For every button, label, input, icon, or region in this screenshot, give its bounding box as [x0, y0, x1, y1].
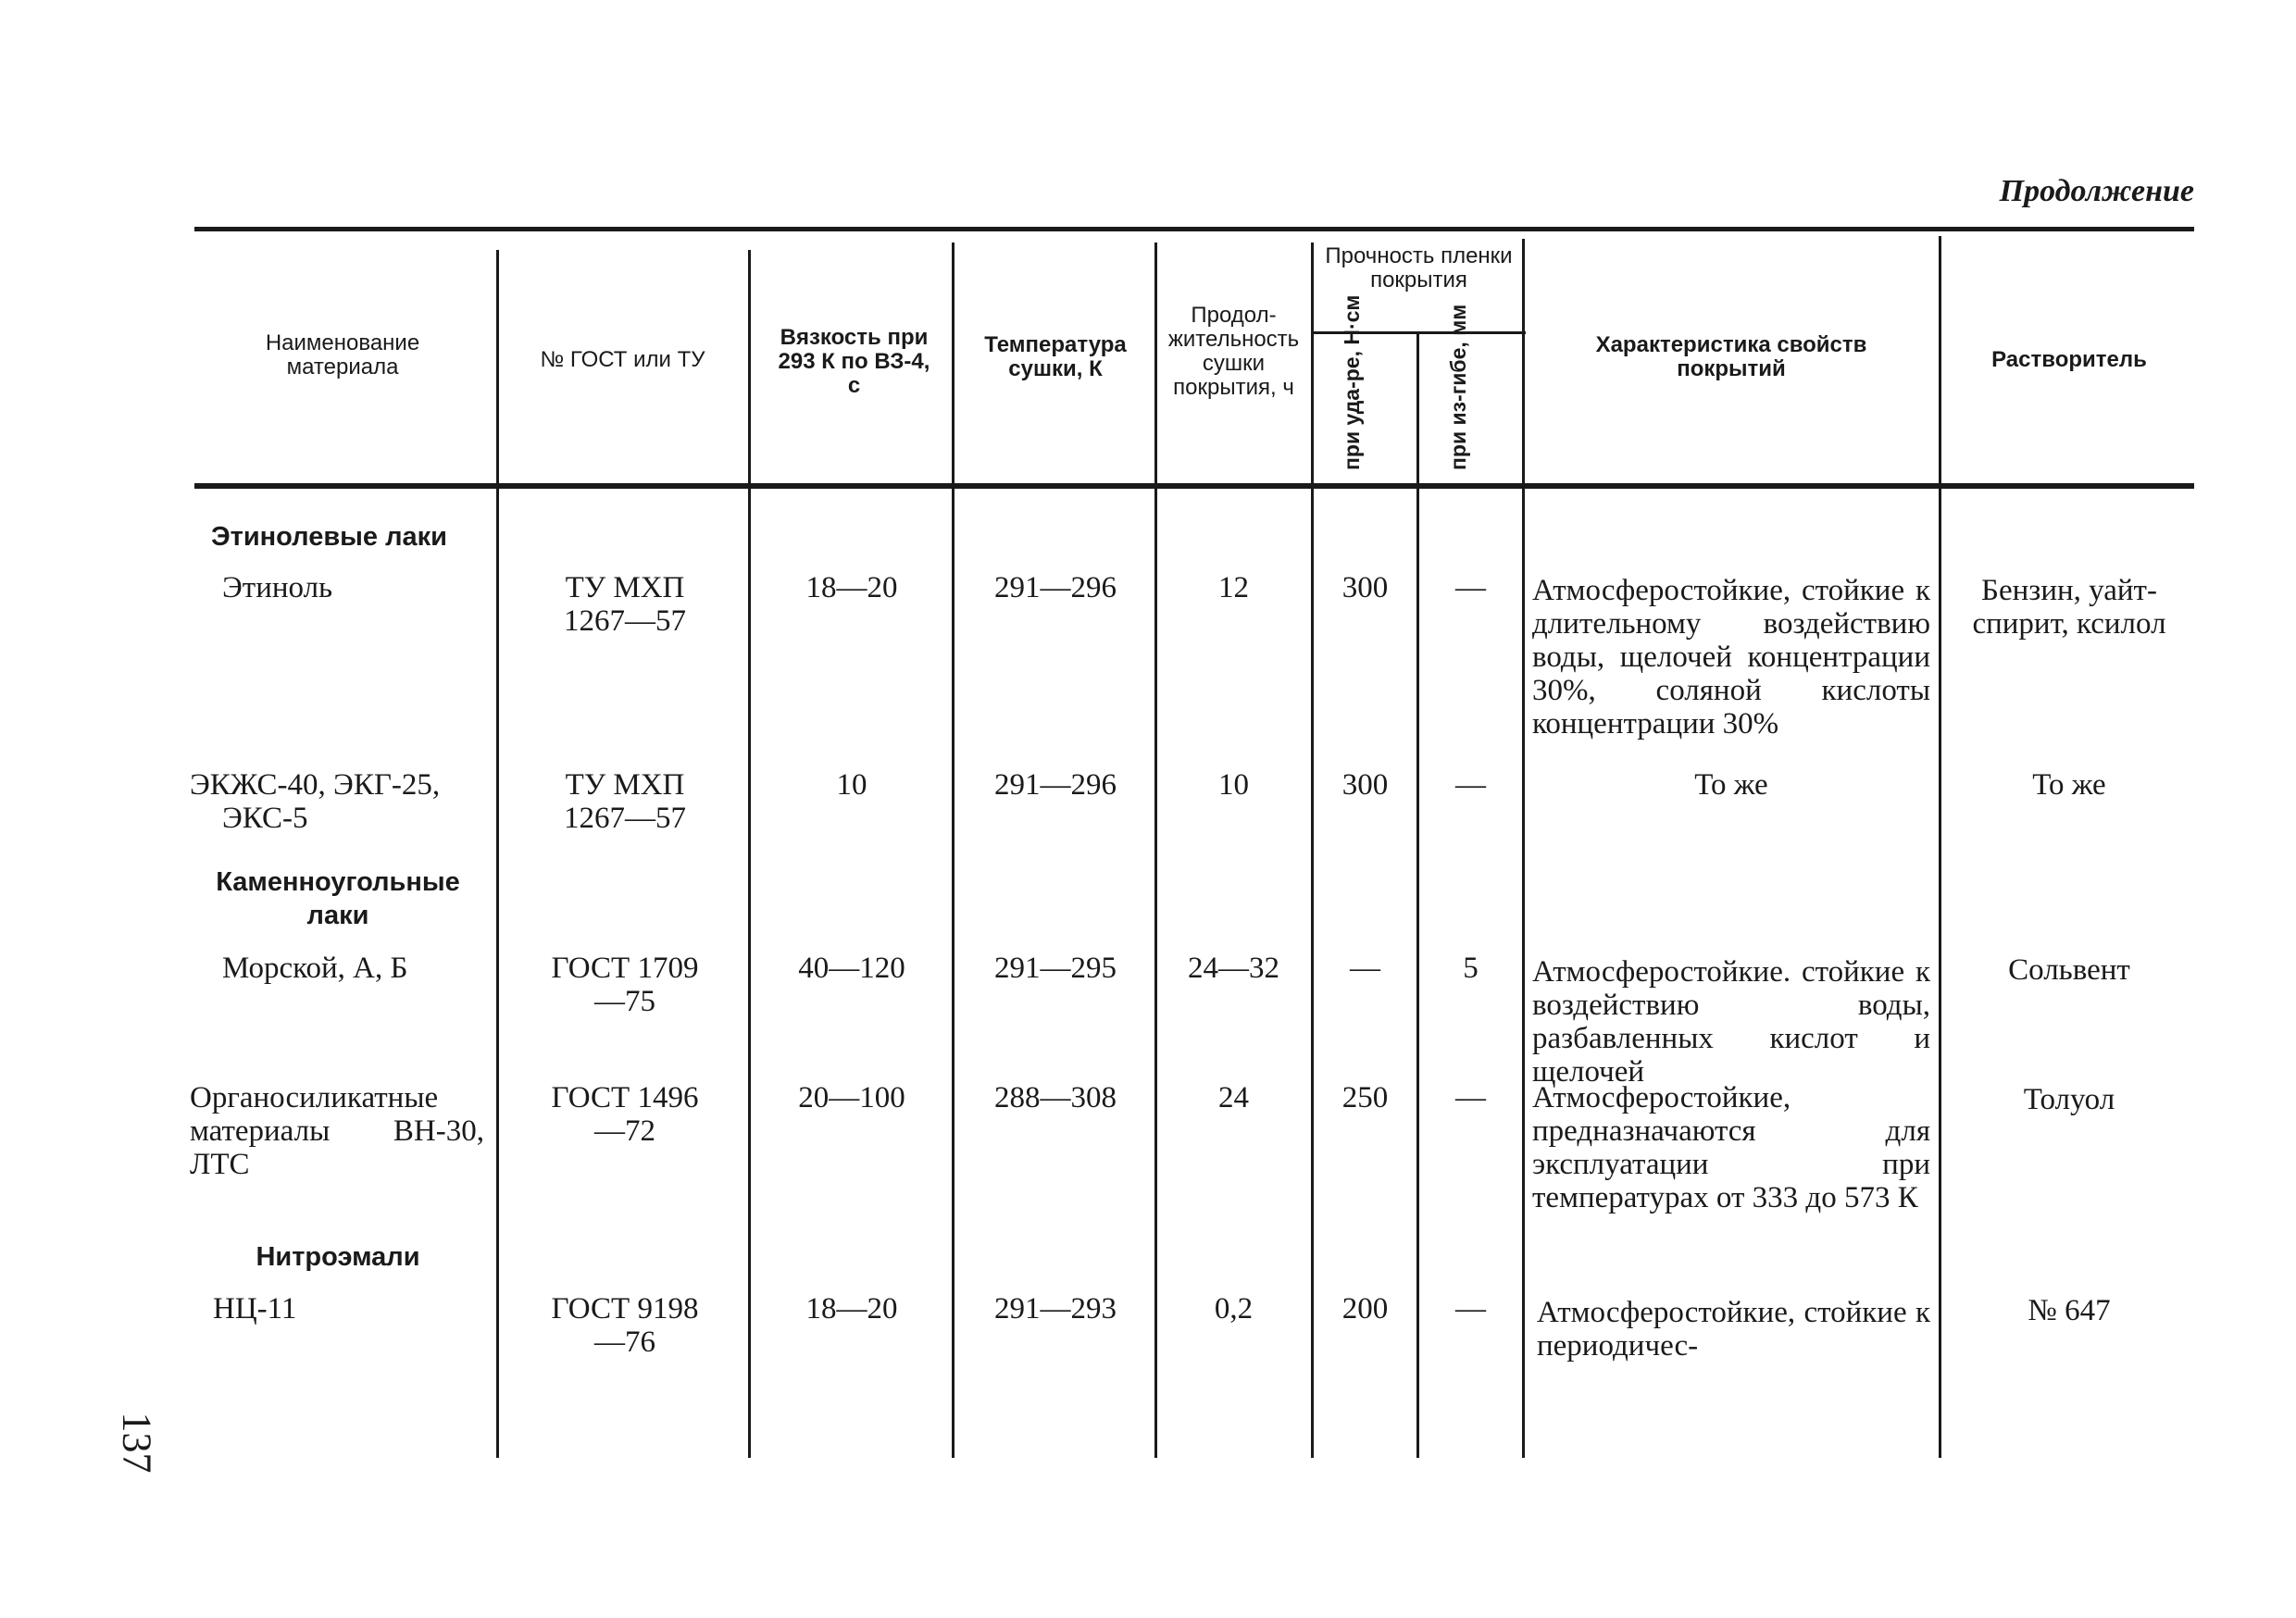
- header-solvent: Растворитель: [1991, 347, 2147, 372]
- table-row-impact: 250: [1341, 1081, 1389, 1114]
- table-row-impact: 200: [1341, 1292, 1389, 1326]
- table-row-solvent: Бензин, уайт-спирит, ксилол: [1972, 574, 2166, 641]
- table-row-solvent: № 647: [2028, 1294, 2111, 1327]
- table-row-gost: ГОСТ 9198—76: [551, 1292, 699, 1359]
- table-row-viscosity: 40—120: [798, 952, 905, 985]
- table-row-properties: Атмосферостойкие, стойкие к длительному воздействию воды, щелочей концентрации 30%, соляной кислоты концентрации 30%: [1532, 574, 1930, 741]
- header-gost: № ГОСТ или ТУ: [540, 347, 705, 372]
- column-divider: [1154, 243, 1157, 1458]
- table-row-bend: 5: [1463, 952, 1479, 985]
- table-row-name: Морской, А, Б: [222, 952, 408, 985]
- column-divider: [1939, 236, 1941, 1458]
- table-row-viscosity: 18—20: [805, 571, 898, 604]
- table-row-temperature: 291—296: [994, 571, 1117, 604]
- table-row-gost: ТУ МХП 1267—57: [564, 768, 686, 835]
- table-row-duration: 12: [1218, 571, 1249, 604]
- column-divider: [748, 250, 751, 1458]
- table-row-temperature: 291—295: [994, 952, 1117, 985]
- header-strength: Прочность пленки покрытия: [1325, 243, 1513, 292]
- section-title-nitro-enamels: Нитроэмали: [256, 1242, 420, 1272]
- table-row-bend: —: [1455, 768, 1486, 802]
- table-row-properties: Атмосферостойкие, стойкие к периодичес-: [1537, 1296, 1930, 1363]
- table-row-bend: —: [1455, 571, 1486, 604]
- table-row-name: Этиноль: [222, 571, 333, 604]
- table-row-impact: 300: [1341, 768, 1389, 802]
- table-row-name: НЦ-11: [213, 1292, 297, 1326]
- table-row-duration: 24—32: [1188, 952, 1279, 985]
- table-row-viscosity: 20—100: [798, 1081, 905, 1114]
- header-viscosity: Вязкость при 293 К по ВЗ-4, с: [778, 325, 930, 398]
- header-duration: Продол-жительность сушки покрытия, ч: [1167, 303, 1300, 400]
- table-row-temperature: 291—293: [994, 1292, 1117, 1326]
- table-row-solvent: То же: [2032, 768, 2106, 802]
- table-row-properties: То же: [1694, 768, 1768, 802]
- header-bend-strength: при из-гибе, мм: [1446, 304, 1470, 470]
- column-divider: [1522, 239, 1525, 1458]
- table-row-temperature: 291—296: [994, 768, 1117, 802]
- section-title-ethinol: Этинолевые лаки: [211, 522, 448, 552]
- column-divider: [952, 243, 955, 1458]
- table-row-solvent: Толуол: [2023, 1083, 2115, 1116]
- continuation-label: Продолжение: [1999, 174, 2194, 208]
- table-row-name: ЭКЖС-40, ЭКГ-25, ЭКС-5: [190, 768, 441, 835]
- table-row-temperature: 288—308: [994, 1081, 1117, 1114]
- header-temperature: Температура сушки, К: [984, 332, 1127, 381]
- table-row-duration: 24: [1218, 1081, 1249, 1114]
- header-impact-strength: при уда-ре, Н·см: [1340, 294, 1364, 470]
- header-material-name: Наименование материала: [265, 330, 420, 380]
- table-row-bend: —: [1455, 1081, 1486, 1114]
- table-row-properties: Атмосферостойкие, предназначаются для эксплуатации при температурах от 333 до 573 К: [1532, 1081, 1930, 1214]
- column-divider: [1416, 333, 1419, 1458]
- table-row-duration: 10: [1218, 768, 1249, 802]
- table-row-solvent: Сольвент: [2008, 953, 2130, 987]
- column-divider: [496, 250, 499, 1458]
- page-number: 137: [114, 1412, 160, 1474]
- table-row-bend: —: [1455, 1292, 1486, 1326]
- table-row-viscosity: 10: [836, 768, 867, 802]
- section-title-coal-tar: Каменноугольные лаки: [216, 867, 460, 930]
- header-bottom-rule: [194, 483, 2194, 489]
- table-row-gost: ГОСТ 1496—72: [551, 1081, 699, 1148]
- table-row-name: Органосиликатные материалы ВН-30, ЛТС: [190, 1081, 484, 1181]
- table-row-gost: ТУ МХП 1267—57: [564, 571, 686, 638]
- table-row-impact: 300: [1341, 571, 1389, 604]
- table-row-properties: Атмосферостойкие. стойкие к воздействию воды, разбавленных кислот и щелочей: [1532, 955, 1930, 1089]
- header-properties: Характеристика свойств покрытий: [1595, 332, 1867, 381]
- table-top-rule: [194, 227, 2194, 231]
- table-row-impact: —: [1350, 952, 1380, 985]
- table-row-gost: ГОСТ 1709—75: [551, 952, 699, 1018]
- table-row-duration: 0,2: [1214, 1292, 1254, 1326]
- table-row-viscosity: 18—20: [805, 1292, 898, 1326]
- column-divider: [1311, 243, 1314, 1458]
